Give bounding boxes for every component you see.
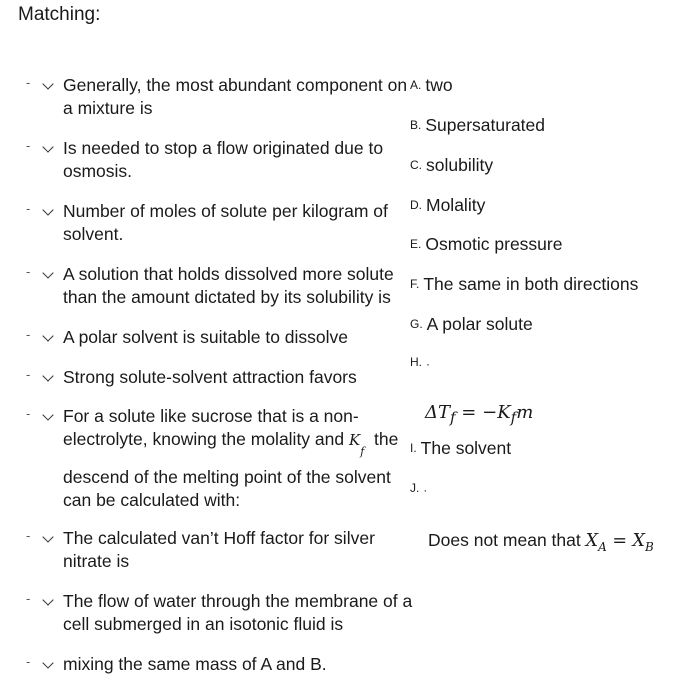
option-i: I. The solvent xyxy=(410,438,512,458)
select-value: - xyxy=(26,528,31,543)
option-j: J. · xyxy=(410,481,428,497)
answer-select[interactable] xyxy=(18,592,58,610)
question-text: The calculated van’t Hoff factor for silver nitrate is xyxy=(63,528,375,571)
option-b: B. Supersaturated xyxy=(410,115,546,135)
select-value: - xyxy=(26,264,31,279)
chevron-down-icon xyxy=(42,330,53,341)
select-value: - xyxy=(26,201,31,216)
question-text: A polar solvent is suitable to dissolve xyxy=(63,327,349,347)
answer-select[interactable] xyxy=(18,76,58,94)
question-text: The flow of water through the membrane of a cell submerged in an isotonic fluid is xyxy=(63,591,413,634)
option-h-formula: $\Delta T_f = -K_fm$ xyxy=(425,402,534,427)
kf-symbol: $K_f$ xyxy=(349,431,365,458)
question-text xyxy=(63,405,403,512)
option-a: A. two xyxy=(410,75,453,95)
answer-select[interactable] xyxy=(18,202,58,220)
option-c: C. solubility xyxy=(410,155,494,175)
question-text: Number of moles of solute per kilogram of solvent. xyxy=(63,201,388,244)
page-title: Matching: xyxy=(18,4,101,25)
option-d: D. Molality xyxy=(410,195,486,215)
answer-select[interactable] xyxy=(18,368,58,386)
option-j-formula: Does not mean that $X_A = X_B$ xyxy=(428,530,654,554)
question-text: Generally, the most abundant component on a mixture is xyxy=(63,75,408,118)
select-value: - xyxy=(26,75,31,90)
option-f: F. The same in both directions xyxy=(410,274,639,294)
answer-select[interactable] xyxy=(18,139,58,157)
question-text-part: the xyxy=(374,429,399,449)
answer-select[interactable] xyxy=(18,529,58,547)
chevron-down-icon xyxy=(42,657,53,668)
option-g: G. A polar solute xyxy=(410,314,533,334)
chevron-down-icon xyxy=(42,594,53,605)
chevron-down-icon xyxy=(42,531,53,542)
select-value: - xyxy=(26,327,31,342)
answer-select[interactable] xyxy=(18,407,58,425)
question-text-part: descend of the melting point of the solvent can be calculated with: xyxy=(63,467,391,510)
question-text: Is needed to stop a flow originated due to osmosis. xyxy=(63,138,384,181)
chevron-down-icon xyxy=(42,370,53,381)
answer-select[interactable] xyxy=(18,265,58,283)
question-text: Strong solute-solvent attraction favors xyxy=(63,367,357,387)
answer-select[interactable] xyxy=(18,328,58,346)
select-value: - xyxy=(26,367,31,382)
select-value: - xyxy=(26,406,31,421)
chevron-down-icon xyxy=(42,78,53,89)
chevron-down-icon xyxy=(42,267,53,278)
question-text: mixing the same mass of A and B. xyxy=(63,654,327,674)
chevron-down-icon xyxy=(42,409,53,420)
answer-select[interactable] xyxy=(18,655,58,673)
select-value: - xyxy=(26,654,31,669)
question-text: A solution that holds dissolved more solute than the amount dictated by its solubility is xyxy=(63,264,394,307)
option-h: H. · xyxy=(410,355,430,371)
select-value: - xyxy=(26,138,31,153)
select-value: - xyxy=(26,591,31,606)
chevron-down-icon xyxy=(42,141,53,152)
chevron-down-icon xyxy=(42,204,53,215)
option-e: E. Osmotic pressure xyxy=(410,234,563,254)
question-text-part: For a solute like sucrose that is a non-electrolyte, knowing the molality and xyxy=(63,406,359,449)
